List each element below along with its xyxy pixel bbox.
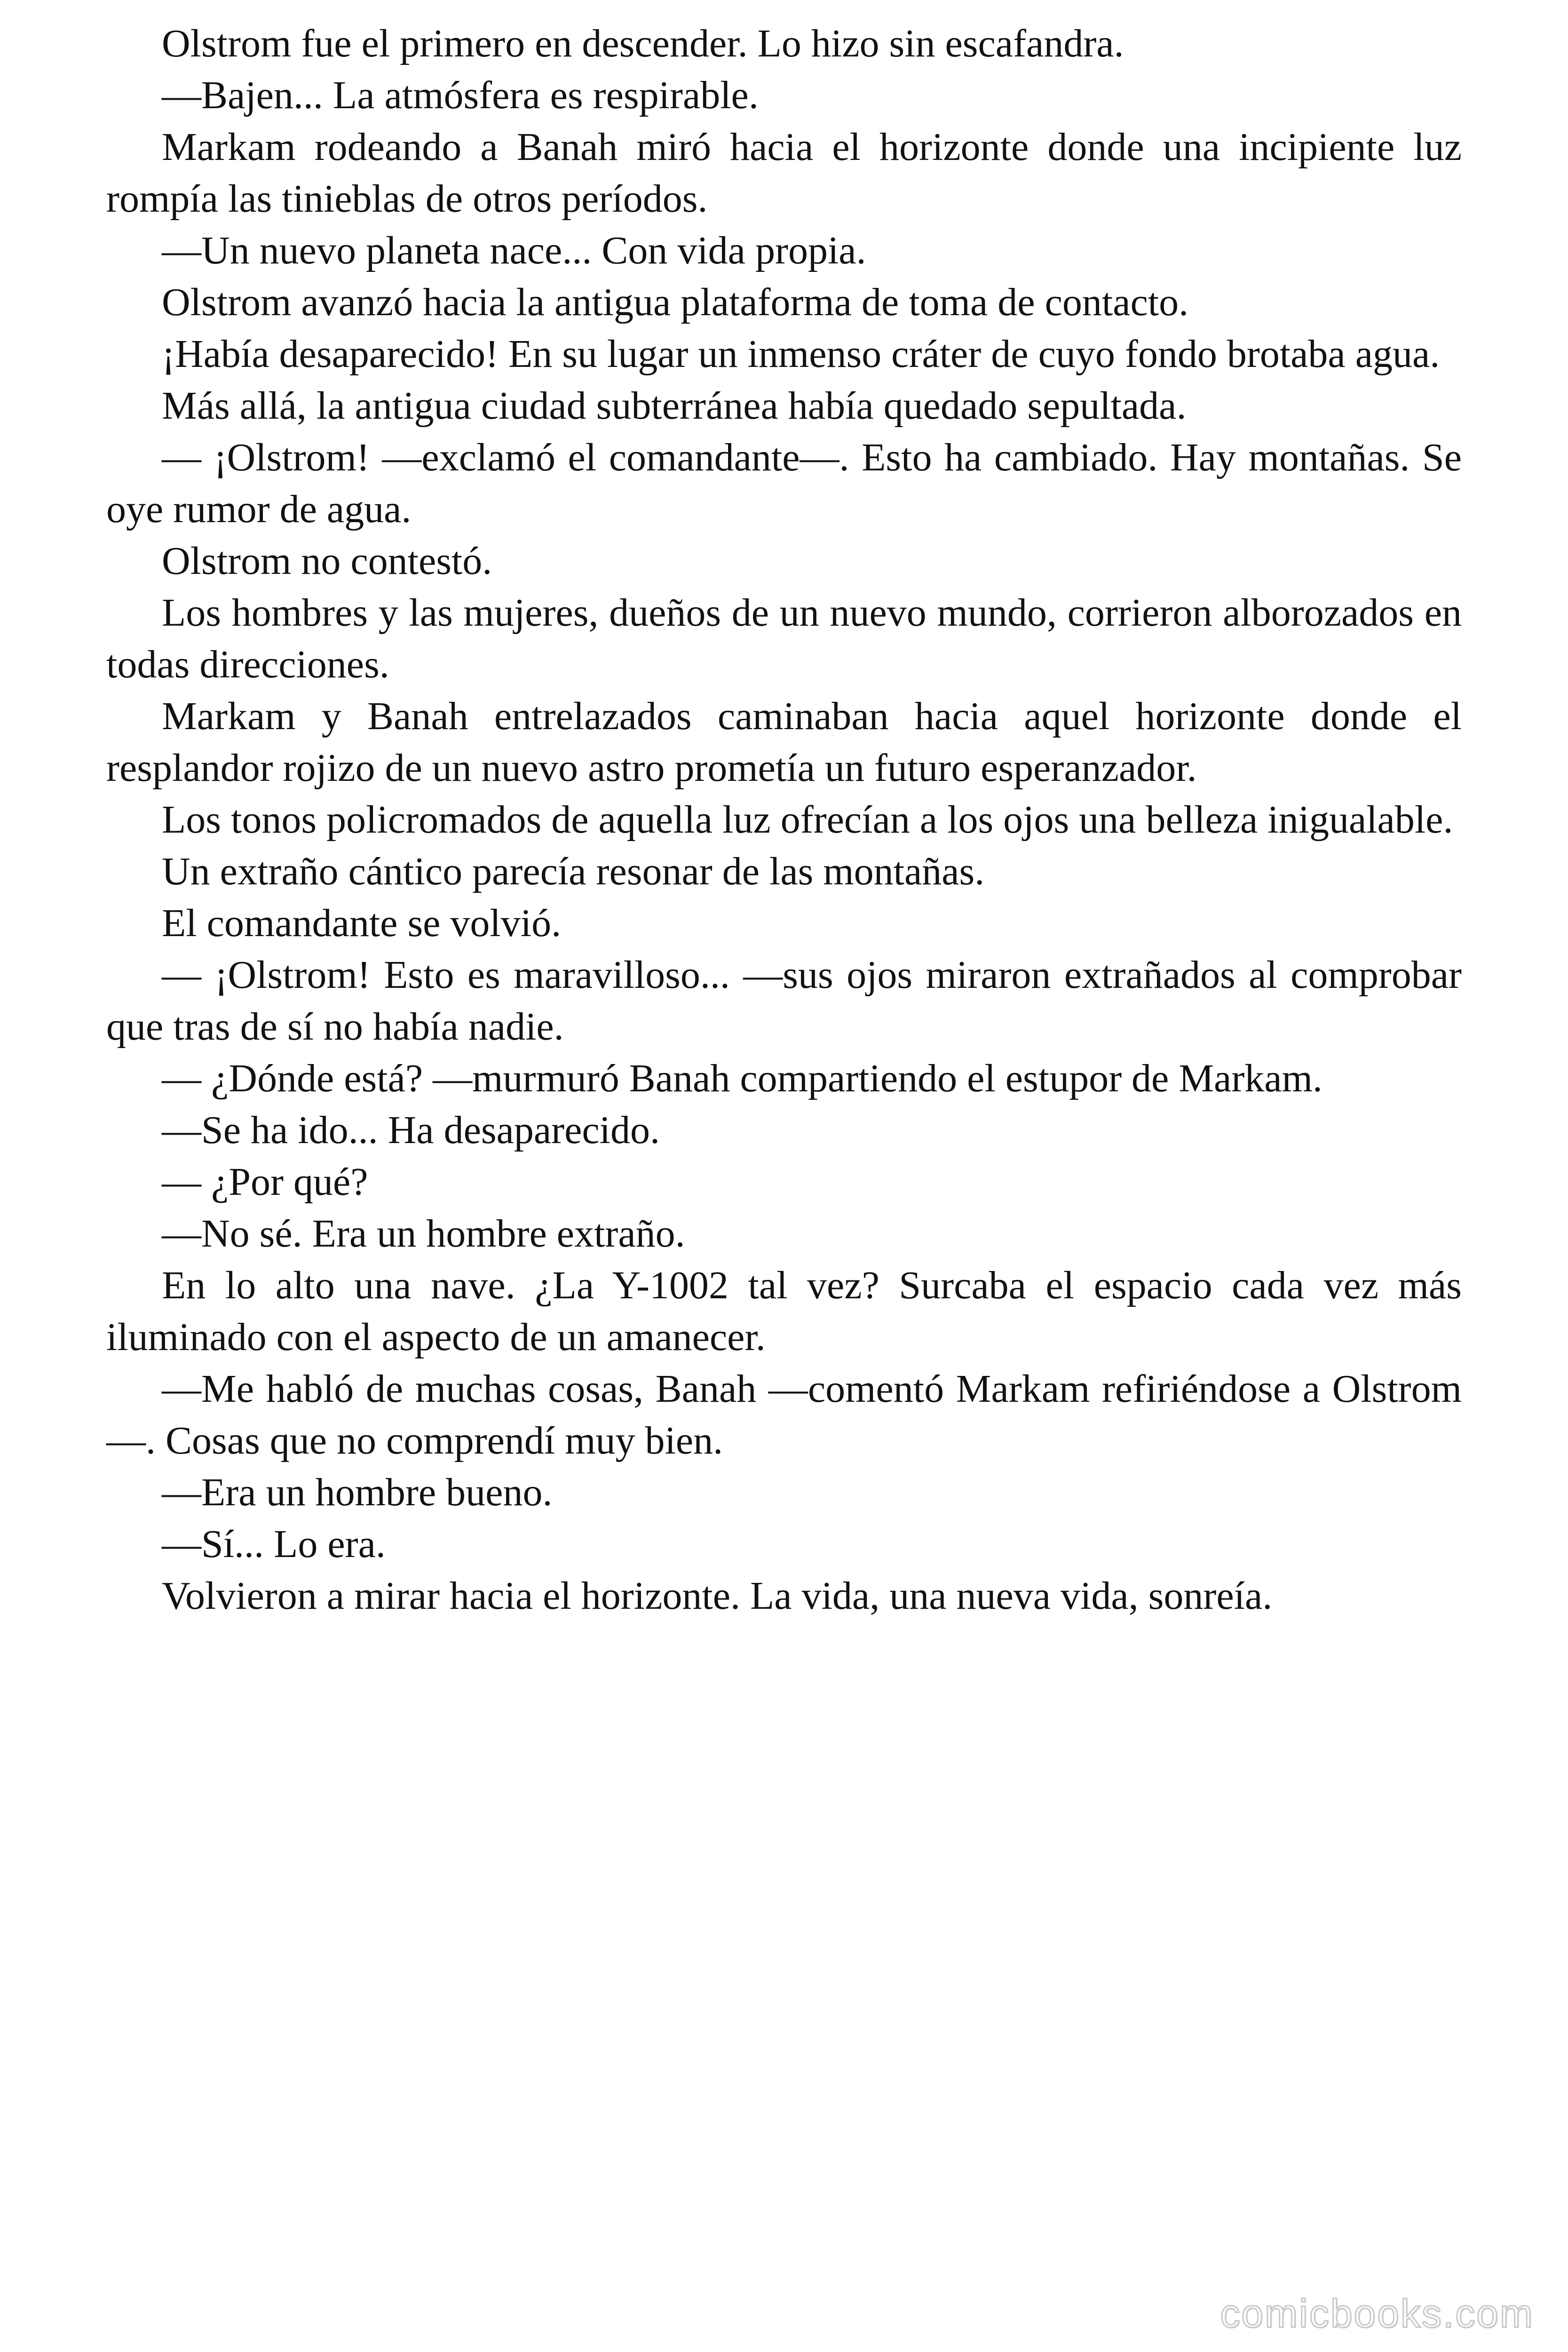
paragraph: El comandante se volvió. xyxy=(162,901,562,945)
paragraph: Markam rodeando a Banah miró hacia el horizonte donde una incipiente luz rompía las tinieblas de otros períodos. xyxy=(106,125,1462,221)
paragraph: Los hombres y las mujeres, dueños de un nuevo mundo, corrieron alborozados en todas direcciones. xyxy=(106,591,1462,686)
paragraph: Más allá, la antigua ciudad subterránea había quedado sepultada. xyxy=(162,384,1187,428)
text-body xyxy=(106,18,1462,1622)
paragraph: Volvieron a mirar hacia el horizonte. La vida, una nueva vida, sonreía. xyxy=(162,1574,1273,1618)
paragraph: — ¡Olstrom! —exclamó el comandante—. Esto ha cambiado. Hay montañas. Se oye rumor de agua. xyxy=(106,436,1462,531)
paragraph: —Sí... Lo era. xyxy=(162,1522,386,1566)
paragraph: Un extraño cántico parecía resonar de las montañas. xyxy=(162,850,985,893)
watermark: comicbooks.com xyxy=(1220,2291,1534,2336)
paragraph: ¡Había desaparecido! En su lugar un inmenso cráter de cuyo fondo brotaba agua. xyxy=(162,332,1440,376)
paragraph: —Era un hombre bueno. xyxy=(162,1470,553,1514)
paragraph: —No sé. Era un hombre extraño. xyxy=(162,1212,685,1255)
paragraph: —Se ha ido... Ha desaparecido. xyxy=(162,1108,660,1152)
paragraph: — ¿Por qué? xyxy=(162,1160,368,1204)
paragraph: Los tonos policromados de aquella luz ofrecían a los ojos una belleza inigualable. xyxy=(162,798,1453,842)
paragraph: —Me habló de muchas cosas, Banah —comentó Markam refiriéndose a Olstrom—. Cosas que no comprendí muy bien. xyxy=(106,1367,1462,1462)
paragraph: Olstrom no contestó. xyxy=(162,539,492,583)
paragraph: —Un nuevo planeta nace... Con vida propia. xyxy=(162,229,866,272)
paragraph: Olstrom avanzó hacia la antigua plataforma de toma de contacto. xyxy=(162,280,1189,324)
paragraph: — ¿Dónde está? —murmuró Banah compartiendo el estupor de Markam. xyxy=(162,1057,1323,1100)
paragraph: En lo alto una nave. ¿La Y-1002 tal vez? Surcaba el espacio cada vez más iluminado con el aspecto de un amanecer. xyxy=(106,1263,1462,1359)
paragraph: Olstrom fue el primero en descender. Lo hizo sin escafandra. xyxy=(162,22,1124,65)
paragraph: —Bajen... La atmósfera es respirable. xyxy=(162,73,759,117)
paragraph: Markam y Banah entrelazados caminaban hacia aquel horizonte donde el resplandor rojizo de un nuevo astro prometía un futuro esperanzador. xyxy=(106,694,1462,790)
paragraph: — ¡Olstrom! Esto es maravilloso... —sus ojos miraron extrañados al comprobar que tras de sí no había nadie. xyxy=(106,953,1462,1049)
